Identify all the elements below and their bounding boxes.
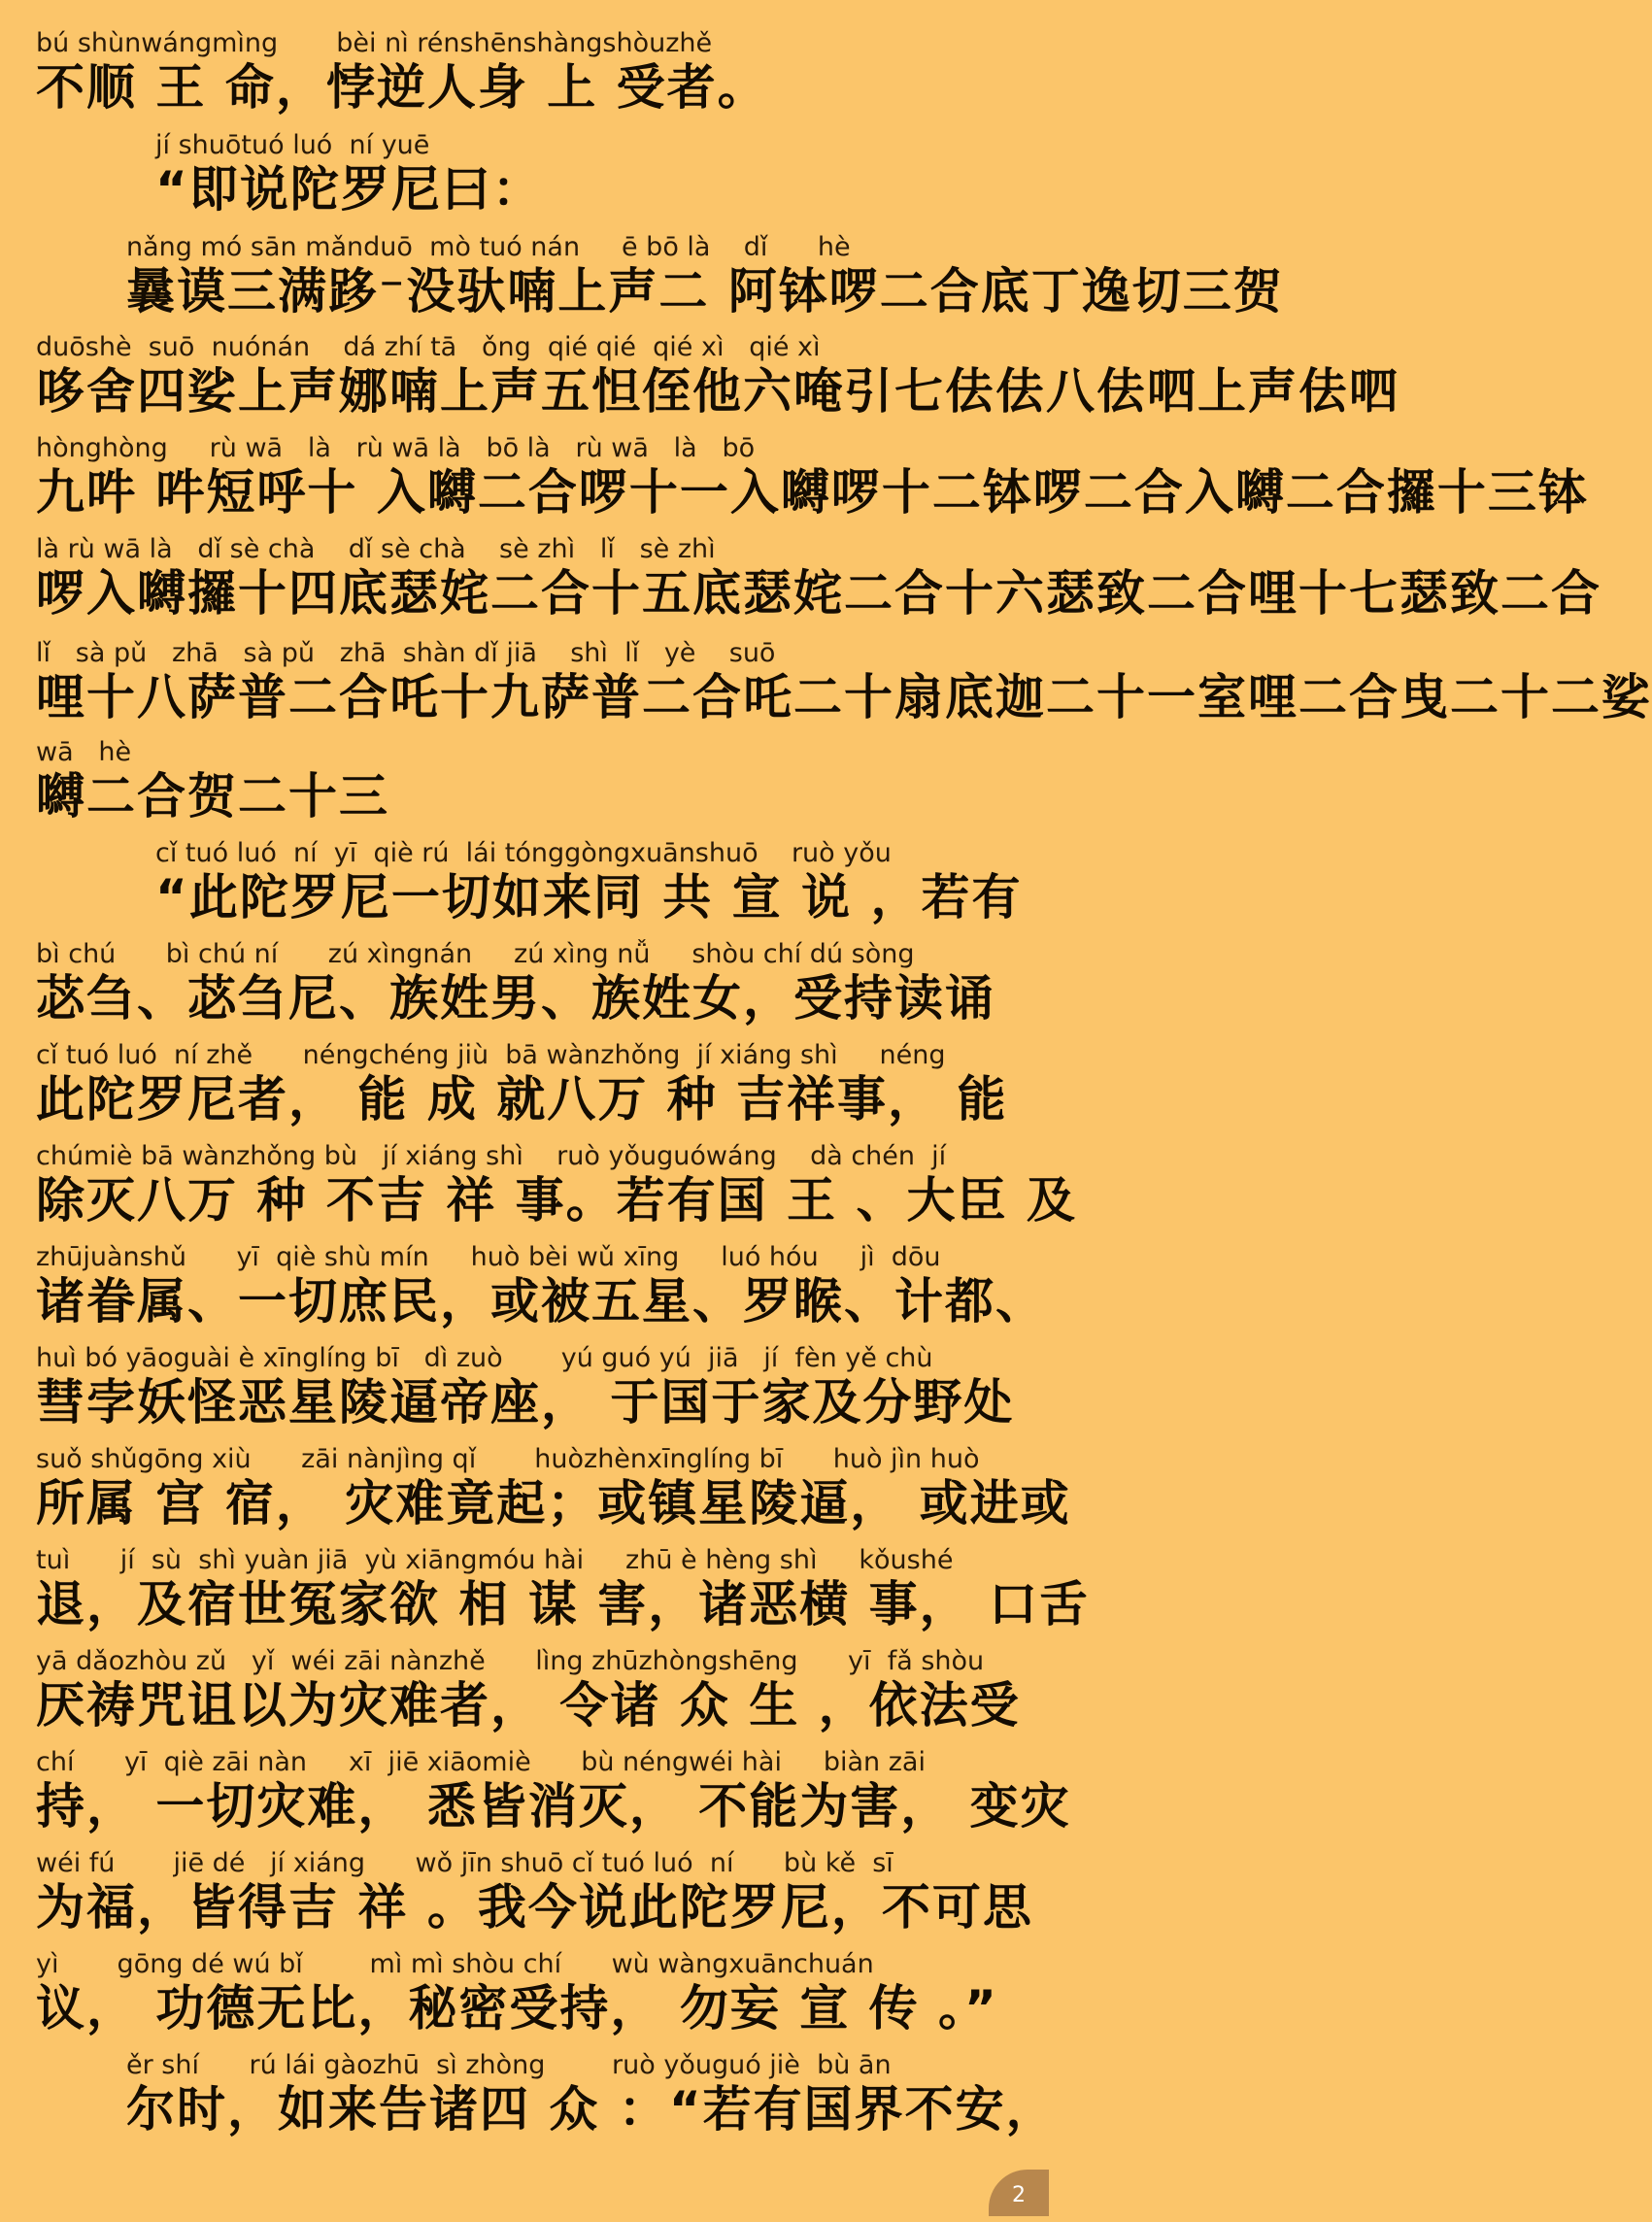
pinyin-annotation: suǒ shǔgōng xiù zāi nànjìng qǐ huòzhènxīnglíng bī huò jìn huò [36, 1444, 980, 1474]
chinese-text: 彗孛妖怪恶星陵逼帝座， 于国于家及分野处 [36, 1374, 1015, 1431]
pinyin-annotation: chí yī qiè zāi nàn xī jiē xiāomiè bù néngwéi hài biàn zāi [36, 1747, 926, 1777]
chinese-text: 嚩二合贺二十三 [36, 768, 389, 825]
pinyin-annotation: cǐ tuó luó ní yī qiè rú lái tónggòngxuānshuō ruò yǒu [155, 838, 892, 868]
pinyin-annotation: duōshè suō nuónán dá zhí tā ǒng qié qié qié xì qié xì [36, 332, 821, 362]
pinyin-annotation: ěr shí rú lái gàozhū sì zhòng ruò yǒuguó jiè bù ān [126, 2050, 892, 2080]
chinese-text: 哆舍四娑上声娜喃上声五怛侄他六唵引七佉佉八佉呬上声佉呬 [36, 363, 1399, 420]
chinese-text: 退，及宿世冤家欲 相 谋 害，诸恶横 事， 口舌 [36, 1576, 1091, 1633]
chinese-text: 尔时，如来告诸四 众 ：“若有国界不安， [126, 2081, 1057, 2138]
chinese-text: 除灭八万 种 不吉 祥 事。若有国 王 、大臣 及 [36, 1172, 1077, 1229]
pinyin-annotation: chúmiè bā wànzhǒng bù jí xiáng shì ruò yǒuguówáng dà chén jí [36, 1141, 947, 1171]
pinyin-annotation: bú shùnwángmìng bèi nì rénshēnshàngshòuzhě [36, 28, 713, 58]
pinyin-annotation: zhūjuànshǔ yī qiè shù mín huò bèi wǔ xīng luó hóu jì dōu [36, 1242, 941, 1272]
pinyin-annotation: nǎng mó sān mǎnduō mò tuó nán ē bō là dǐ hè [126, 232, 851, 262]
pinyin-annotation: wéi fú jiē dé jí xiáng wǒ jīn shuō cǐ tuó luó ní bù kě sī [36, 1848, 893, 1878]
chinese-text: 所属 宫 宿， 灾难竟起；或镇星陵逼， 或进或 [36, 1475, 1071, 1532]
page-number: 2 [1012, 2183, 1026, 2207]
pinyin-annotation: hònghòng rù wā là rù wā là bō là rù wā là bō [36, 433, 756, 463]
chinese-text: 为福，皆得吉 祥 。我今说此陀罗尼，不可思 [36, 1879, 1033, 1936]
pinyin-annotation: jí shuōtuó luó ní yuē [155, 130, 430, 160]
chinese-text: 啰入嚩攞十四底瑟姹二合十五底瑟姹二合十六瑟致二合哩十七瑟致二合 [36, 565, 1601, 622]
pinyin-annotation: là rù wā là dǐ sè chà dǐ sè chà sè zhì lǐ sè zhì [36, 534, 716, 564]
chinese-text: 九吽 吽短呼十 入嚩二合啰十一入嚩啰十二钵啰二合入嚩二合攞十三钵 [36, 464, 1589, 521]
pinyin-annotation: yì gōng dé wú bǐ mì mì shòu chí wù wàngxuānchuán [36, 1949, 874, 1979]
chinese-text: 厌祷咒诅以为灾难者， 令诸 众 生 ，依法受 [36, 1677, 1021, 1734]
chinese-text: 苾刍、苾刍尼、族姓男、族姓女，受持读诵 [36, 970, 995, 1027]
chinese-text: 诸眷属、一切庶民，或被五星、罗睺、计都、 [36, 1273, 1046, 1330]
pinyin-annotation: huì bó yāoguài è xīnglíng bī dì zuò yú guó yú jiā jí fèn yě chù [36, 1343, 933, 1373]
chinese-text: 不顺 王 命，悖逆人身 上 受者。 [36, 59, 768, 116]
chinese-text: 哩十八萨普二合吒十九萨普二合吒二十扇底迦二十一室哩二合曳二十二娑 [36, 669, 1652, 725]
chinese-text: 此陀罗尼者， 能 成 就八万 种 吉祥事， 能 [36, 1071, 1008, 1128]
pinyin-annotation: bì chú bì chú ní zú xìngnán zú xìng nǚ shòu chí dú sòng [36, 939, 915, 969]
pinyin-annotation: yā dǎozhòu zǔ yǐ wéi zāi nànzhě lìng zhūzhòngshēng yī fǎ shòu [36, 1646, 985, 1676]
pinyin-annotation: tuì jí sù shì yuàn jiā yù xiāngmóu hài zhū è hèng shì kǒushé [36, 1545, 954, 1575]
chinese-text: 持， 一切灾难， 悉皆消灭， 不能为害， 变灾 [36, 1778, 1071, 1835]
chinese-text: “即说陀罗尼曰： [155, 161, 543, 218]
pinyin-annotation: lǐ sà pǔ zhā sà pǔ zhā shàn dǐ jiā shì lǐ yè suō [36, 638, 776, 668]
pinyin-annotation: cǐ tuó luó ní zhě néngchéng jiù bā wànzhǒng jí xiáng shì néng [36, 1040, 946, 1070]
chinese-text: 曩谟三满跢⁻没驮喃上声二 阿钵啰二合底丁逸切三贺 [126, 263, 1284, 320]
pinyin-annotation: wā hè [36, 737, 132, 767]
chinese-text: “此陀罗尼一切如来同 共 宣 说 ，若有 [155, 869, 1023, 926]
chinese-text: 议， 功德无比，秘密受持， 勿妄 宣 传 。” [36, 1980, 998, 2037]
